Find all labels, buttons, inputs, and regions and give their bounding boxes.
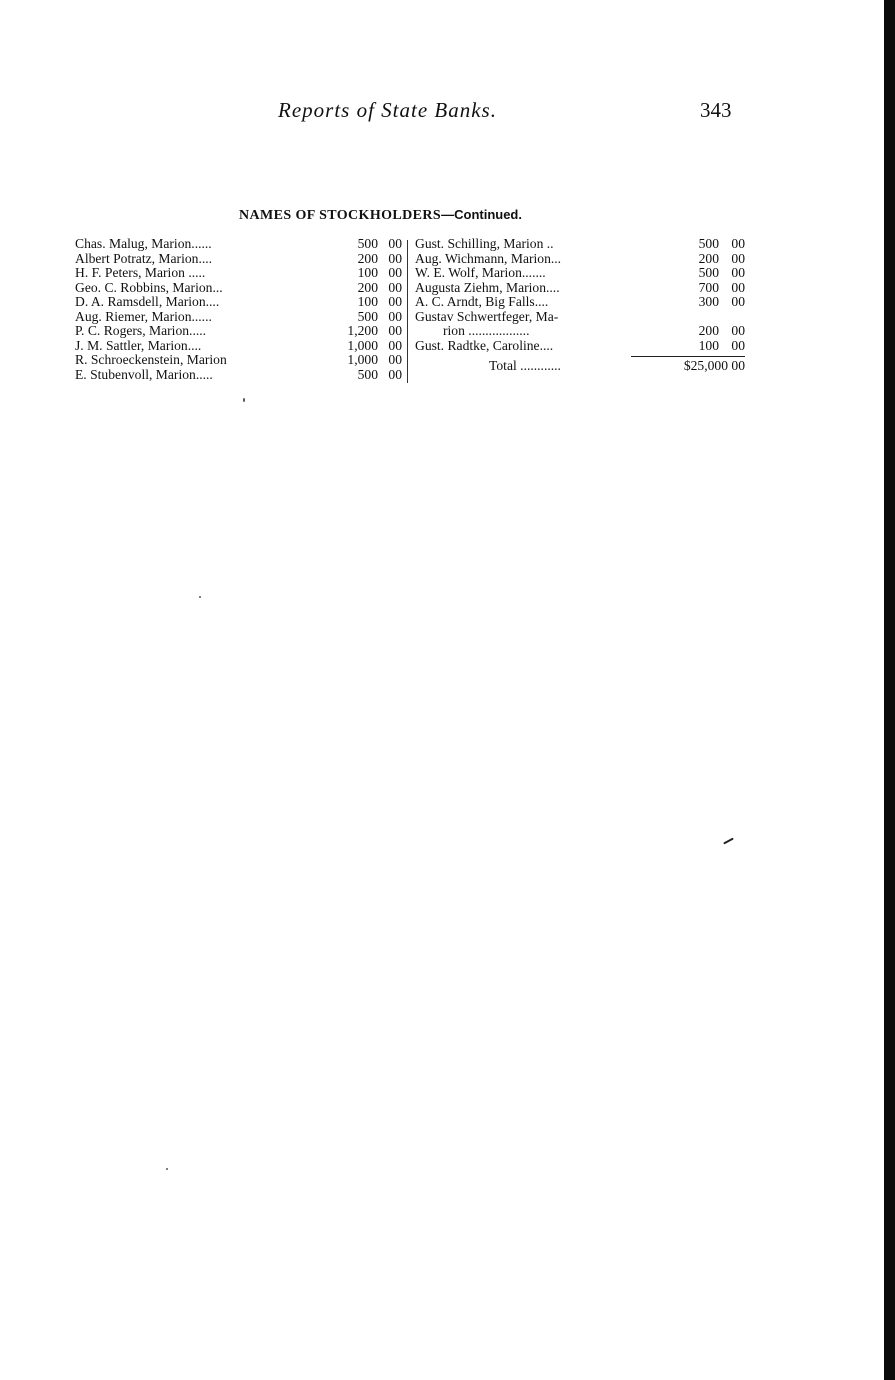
share-cents: 00: [388, 352, 402, 367]
total-amount: $25,000 00: [683, 358, 745, 373]
stockholder-name: Chas. Malug, Marion......: [75, 237, 212, 251]
share-cents: 00: [388, 279, 402, 295]
page-number: 343: [700, 98, 732, 122]
section-heading: [239, 207, 522, 224]
stockholder-row: [415, 295, 745, 310]
share-dollars: 200: [357, 250, 378, 266]
scan-edge: [884, 0, 895, 1380]
stockholder-name: D. A. Ramsdell, Marion....: [75, 295, 220, 309]
stockholders-left-column: [75, 237, 402, 382]
share-cents: 00: [731, 236, 745, 251]
stockholder-row: [75, 310, 402, 325]
stockholder-row: [415, 339, 745, 354]
stockholder-name: Gust. Radtke, Caroline....: [415, 338, 554, 353]
scan-speck: [166, 1168, 168, 1170]
share-cents: 00: [388, 265, 402, 280]
share-cents: 00: [388, 366, 402, 382]
stockholder-row: [75, 266, 402, 281]
stockholder-row: [75, 353, 402, 368]
stockholder-name: W. E. Wolf, Marion.......: [415, 266, 546, 280]
stockholder-name: Aug. Riemer, Marion......: [75, 309, 212, 324]
stockholder-row: [415, 237, 745, 252]
share-dollars: 700: [698, 279, 719, 295]
scan-speck: [723, 838, 734, 845]
stockholder-row: [75, 295, 402, 310]
share-cents: 00: [388, 250, 402, 266]
total-rule: [631, 356, 745, 357]
share-dollars: 100: [357, 294, 378, 309]
section-continued: —Continued.: [441, 207, 522, 222]
share-dollars: 1,000: [347, 337, 378, 353]
share-cents: 00: [388, 337, 402, 353]
share-dollars: 300: [698, 294, 719, 309]
share-dollars: 100: [698, 337, 719, 353]
share-cents: 00: [388, 294, 402, 309]
stockholder-name: Aug. Wichmann, Marion...: [415, 251, 562, 266]
share-cents: 00: [731, 337, 745, 353]
stockholders-right-column: [415, 237, 745, 375]
stockholder-name: E. Stubenvoll, Marion.....: [75, 367, 213, 382]
stockholder-row: [415, 324, 745, 339]
stockholder-row: [75, 368, 402, 383]
share-cents: 00: [388, 323, 402, 338]
stockholder-name: P. C. Rogers, Marion.....: [75, 324, 207, 338]
stockholder-row: [75, 324, 402, 339]
stockholder-name: R. Schroeckenstein, Marion: [75, 353, 227, 367]
scan-speck: [199, 596, 201, 598]
stockholder-row: [75, 339, 402, 354]
share-dollars: 500: [698, 265, 719, 280]
share-cents: 00: [731, 294, 745, 309]
stockholder-name: Augusta Ziehm, Marion....: [415, 280, 560, 295]
share-dollars: 500: [698, 236, 719, 251]
share-cents: 00: [388, 236, 402, 251]
stockholder-row: [75, 252, 402, 267]
share-cents: 00: [731, 250, 745, 266]
share-dollars: 100: [357, 265, 378, 280]
share-dollars: 200: [357, 279, 378, 295]
share-dollars: 200: [698, 250, 719, 266]
share-dollars: 500: [357, 236, 378, 251]
share-dollars: 500: [357, 308, 378, 324]
share-cents: 00: [731, 279, 745, 295]
scan-speck: [243, 398, 245, 402]
stockholder-row: [75, 281, 402, 296]
stockholder-name: Geo. C. Robbins, Marion...: [75, 280, 223, 295]
total-label: Total ............: [489, 359, 561, 373]
share-cents: 00: [731, 323, 745, 338]
stockholder-row: [75, 237, 402, 252]
stockholder-row: [415, 266, 745, 281]
stockholder-name: H. F. Peters, Marion .....: [75, 266, 206, 280]
share-cents: 00: [731, 265, 745, 280]
column-divider: [407, 240, 408, 383]
share-dollars: 1,000: [347, 352, 378, 367]
share-dollars: 1,200: [347, 323, 378, 338]
stockholder-name: Gustav Schwertfeger, Ma-: [415, 309, 559, 324]
stockholder-name: Gust. Schilling, Marion ..: [415, 237, 554, 251]
stockholder-name: A. C. Arndt, Big Falls....: [415, 295, 549, 309]
running-title: Reports of State Banks.: [278, 98, 497, 122]
stockholder-row: [415, 252, 745, 267]
stockholder-name: J. M. Sattler, Marion....: [75, 338, 202, 353]
stockholder-row: [415, 281, 745, 296]
share-cents: 00: [388, 308, 402, 324]
stockholder-name: rion ..................: [443, 324, 530, 338]
stockholder-row: [415, 310, 745, 325]
stockholder-name: Albert Potratz, Marion....: [75, 251, 213, 266]
share-dollars: 200: [698, 323, 719, 338]
total-row: [415, 359, 745, 375]
share-dollars: 500: [357, 366, 378, 382]
section-title: NAMES OF STOCKHOLDERS: [239, 208, 442, 223]
